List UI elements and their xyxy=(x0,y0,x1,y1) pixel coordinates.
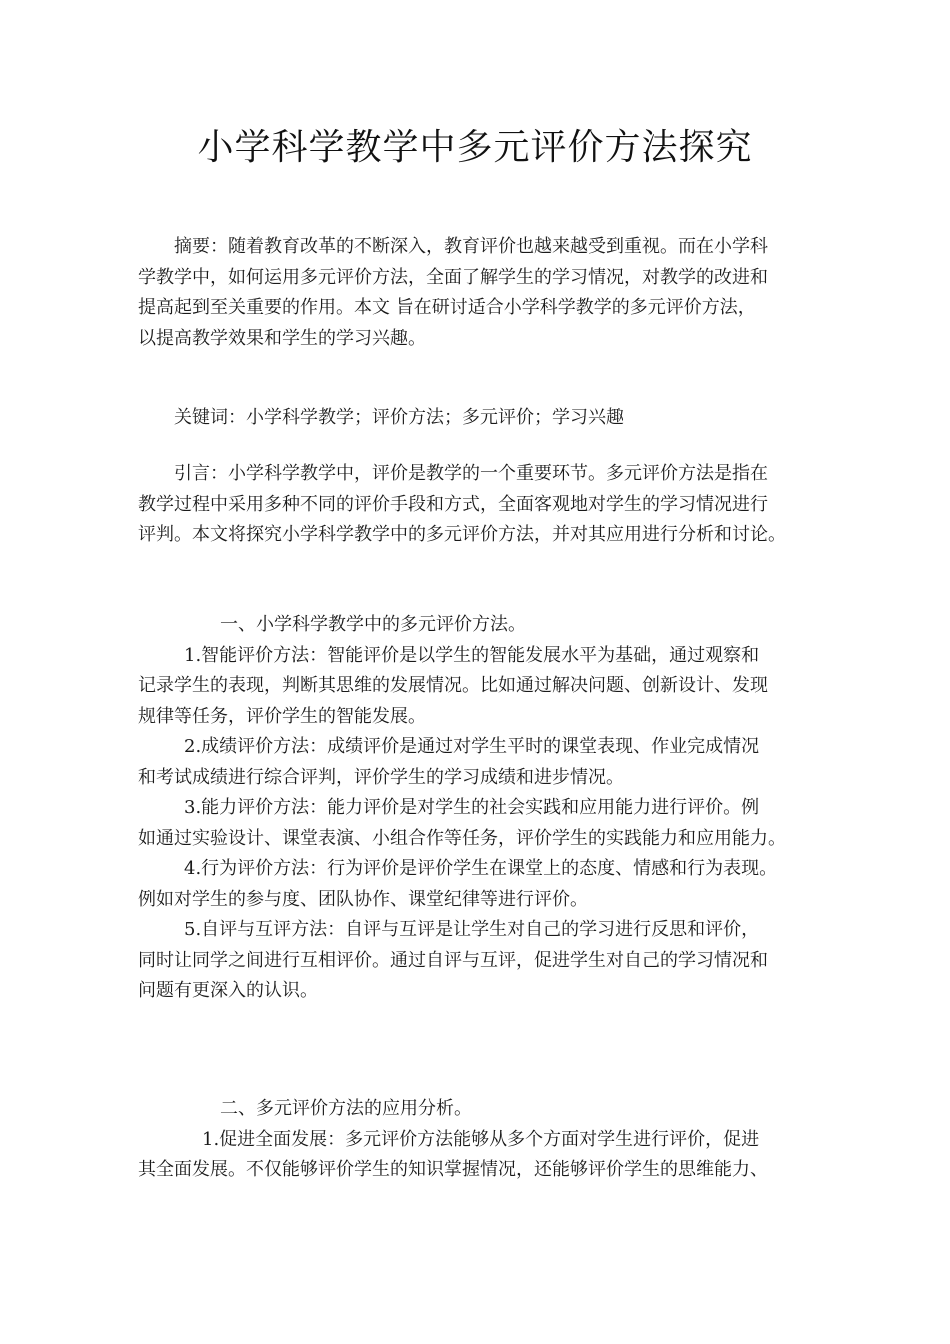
abstract-line: 学教学中，如何运用多元评价方法，全面了解学生的学习情况，对教学的改进和 xyxy=(138,266,768,288)
abstract-line: 以提高教学效果和学生的学习兴趣。 xyxy=(138,327,426,349)
keywords-paragraph xyxy=(138,403,830,434)
list-item-line: 记录学生的表现，判断其思维的发展情况。比如通过解决问题、创新设计、发现 xyxy=(138,675,768,696)
list-item-line: 和考试成绩进行综合评判，评价学生的学习成绩和进步情况。 xyxy=(138,766,624,788)
section-1 xyxy=(138,610,830,1007)
intro-line: 评判。本文将探究小学科学教学中的多元评价方法，并对其应用进行分析和讨论。 xyxy=(138,524,786,545)
keywords-line: 关键词：小学科学教学；评价方法；多元评价；学习兴趣 xyxy=(174,407,624,428)
section-heading: 二、多元评价方法的应用分析。 xyxy=(220,1098,472,1119)
document-title: 小学科学教学中多元评价方法探究 xyxy=(197,127,753,168)
list-item-line: 如通过实验设计、课堂表演、小组合作等任务，评价学生的实践能力和应用能力。 xyxy=(138,827,786,849)
list-item-first-line: 1.智能评价方法：智能评价是以学生的智能发展水平为基础，通过观察和 xyxy=(184,644,760,666)
intro-line: 教学过程中采用多种不同的评价手段和方式，全面客观地对学生的学习情况进行 xyxy=(138,493,768,515)
list-item-line: 问题有更深入的认识。 xyxy=(138,980,318,1001)
list-item-line: 同时让同学之间进行互相评价。通过自评与互评，促进学生对自己的学习情况和 xyxy=(138,949,768,971)
abstract-line: 提高起到至关重要的作用。本文 旨在研讨适合小学科学教学的多元评价方法， xyxy=(138,297,756,318)
list-item-line: 其全面发展。不仅能够评价学生的知识掌握情况，还能够评价学生的思维能力、 xyxy=(138,1159,768,1180)
list-item-first-line: 4.行为评价方法：行为评价是评价学生在课堂上的态度、情感和行为表现。 xyxy=(184,858,778,879)
intro-paragraph xyxy=(138,459,830,551)
list-item-first-line: 2.成绩评价方法：成绩评价是通过对学生平时的课堂表现、作业完成情况 xyxy=(184,736,760,757)
section-2 xyxy=(138,1094,830,1186)
list-item-first-line: 3.能力评价方法：能力评价是对学生的社会实践和应用能力进行评价。例 xyxy=(184,797,760,818)
list-item-first-line: 5.自评与互评方法：自评与互评是让学生对自己的学习进行反思和评价， xyxy=(184,919,760,940)
list-item-line: 规律等任务，评价学生的智能发展。 xyxy=(138,705,426,727)
list-item-line: 例如对学生的参与度、团队协作、课堂纪律等进行评价。 xyxy=(138,888,588,910)
abstract-paragraph xyxy=(138,232,830,354)
list-item-first-line: 1.促进全面发展：多元评价方法能够从多个方面对学生进行评价，促进 xyxy=(202,1128,760,1150)
section-heading: 一、小学科学教学中的多元评价方法。 xyxy=(220,614,526,635)
intro-line: 引言：小学科学教学中，评价是教学的一个重要环节。多元评价方法是指在 xyxy=(174,463,768,484)
abstract-line: 摘要：随着教育改革的不断深入，教育评价也越来越受到重视。而在小学科 xyxy=(174,236,768,257)
